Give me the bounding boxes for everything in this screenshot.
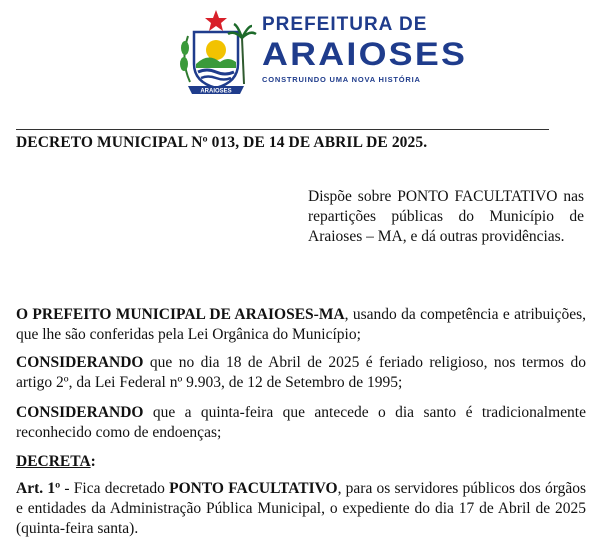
- decree-summary: Dispõe sobre PONTO FACULTATIVO nas repartições públicas do Município de Araioses – MA, e dá outras providências.: [308, 188, 584, 245]
- brand-block: [262, 14, 562, 84]
- considerando-lead: CONSIDERANDO: [16, 354, 144, 371]
- considerando-paragraph-1: [16, 353, 586, 393]
- brand-top: PREFEITURA DE: [262, 14, 428, 35]
- considerando-text: que a quinta-feira que antecede o dia santo é tradicionalmente reconhecido como de endoenças;: [16, 404, 586, 441]
- municipal-emblem-icon: [170, 8, 262, 100]
- header-divider: [16, 129, 549, 130]
- decreta-suffix: :: [90, 453, 96, 470]
- emblem-ribbon-text: ARAIOSES: [200, 88, 232, 95]
- article-1-paragraph: [16, 479, 586, 539]
- preamble-text: , usando da competência e atribuições, que lhe são conferidas pela Lei Orgânica do Município;: [16, 306, 586, 343]
- letterhead: [0, 0, 600, 100]
- article-1-text-b: , para os servidores públicos dos órgãos e entidades da Administração Pública Municipal, o expediente do dia 17 de Abril de 2025 (quinta-feira santa).: [16, 480, 586, 537]
- brand-name: ARAIOSES: [262, 36, 468, 72]
- decreta-heading: [16, 452, 586, 472]
- article-1-bold: PONTO FACULTATIVO: [169, 480, 338, 497]
- considerando-text: que no dia 18 de Abril de 2025 é feriado religioso, nos termos do artigo 2º, da Lei Federal nº 9.903, de 12 de Setembro de 1995;: [16, 354, 586, 391]
- article-1-text-a: - Fica decretado: [60, 480, 170, 497]
- considerando-lead: CONSIDERANDO: [16, 404, 144, 421]
- decree-title: DECRETO MUNICIPAL Nº 013, DE 14 DE ABRIL DE 2025.: [16, 134, 428, 151]
- preamble-lead: O PREFEITO MUNICIPAL DE ARAIOSES-MA: [16, 306, 345, 323]
- decreta-label: DECRETA: [16, 453, 91, 470]
- article-1-lead: Art. 1º: [16, 480, 61, 497]
- preamble-paragraph: [16, 305, 586, 345]
- brand-slogan: CONSTRUINDO UMA NOVA HISTÓRIA: [262, 75, 421, 84]
- considerando-paragraph-2: [16, 403, 586, 443]
